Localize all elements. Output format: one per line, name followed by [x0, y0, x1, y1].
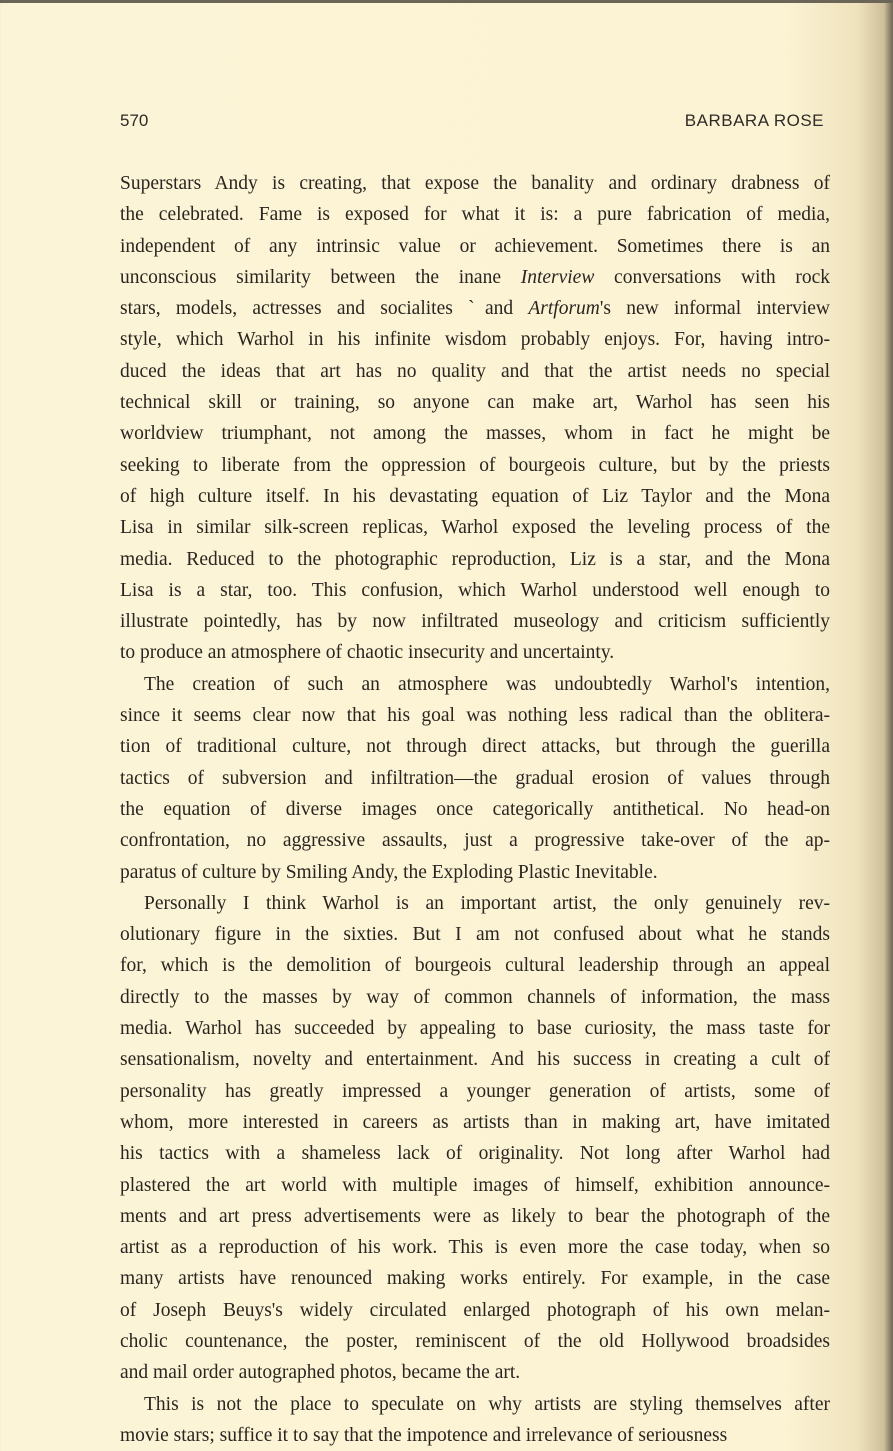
- text-line: This is not the place to speculate on why artists are styling themselves after: [144, 1393, 830, 1415]
- text-line: directly to the masses by way of common channels of information, the mass: [120, 986, 830, 1008]
- text-line: whom, more interested in careers as artists than in making art, have imitated: [120, 1111, 830, 1133]
- text-line: to produce an atmosphere of chaotic insecurity and uncertainty.: [120, 642, 615, 664]
- text-line: Superstars Andy is creating, that expose the banality and ordinary drabness of: [120, 173, 830, 194]
- text-line: since it seems clear now that his goal was nothing less radical than the oblitera-: [120, 705, 830, 727]
- text-line: for, which is the demolition of bourgeois cultural leadership through an appeal: [120, 955, 830, 977]
- text-line: plastered the art world with multiple images of himself, exhibition announce-: [120, 1174, 830, 1196]
- text-line: and mail order autographed photos, became the art.: [120, 1362, 521, 1384]
- text-line: media. Reduced to the photographic reproduction, Liz is a star, and the Mona: [120, 548, 830, 570]
- text-line: olutionary figure in the sixties. But I am not confused about what he stands: [120, 924, 830, 946]
- text-line: the equation of diverse images once categorically antithetical. No head-on: [120, 798, 830, 820]
- text-line: technical skill or training, so anyone can make art, Warhol has seen his: [120, 392, 830, 414]
- text-line: The creation of such an atmosphere was undoubtedly Warhol's intention,: [144, 673, 830, 695]
- text-line: independent of any intrinsic value or achievement. Sometimes there is an: [120, 235, 830, 257]
- text-line: ments and art press advertisements were as likely to bear the photograph of the: [120, 1205, 830, 1227]
- text-line: worldview triumphant, not among the masses, whom in fact he might be: [120, 423, 830, 445]
- paragraph: [120, 1389, 830, 1451]
- text-line: Lisa in similar silk-screen replicas, Warhol exposed the leveling process of the: [120, 517, 830, 539]
- page-top-edge: [0, 0, 893, 3]
- paragraph: [120, 669, 830, 888]
- paragraph: [120, 168, 830, 669]
- text-line: confrontation, no aggressive assaults, just a progressive take-over of the ap-: [120, 830, 830, 852]
- text-line: stars, models, actresses and socialites ˋand Artforum's new informal interview: [120, 298, 830, 320]
- body-text: [120, 168, 830, 1451]
- text-line: duced the ideas that art has no quality and that the artist needs no special: [120, 360, 830, 382]
- text-line: many artists have renounced making works entirely. For example, in the case: [120, 1268, 830, 1290]
- text-line: of high culture itself. In his devastating equation of Liz Taylor and the Mona: [120, 485, 830, 507]
- text-line: of Joseph Beuys's widely circulated enlarged photograph of his own melan-: [120, 1299, 830, 1321]
- text-line: media. Warhol has succeeded by appealing to base curiosity, the mass taste for: [120, 1018, 830, 1040]
- text-line: tion of traditional culture, not through direct attacks, but through the guerilla: [120, 736, 830, 758]
- text-line: the celebrated. Fame is exposed for what it is: a pure fabrication of media,: [120, 204, 830, 226]
- text-line: his tactics with a shameless lack of originality. Not long after Warhol had: [120, 1143, 830, 1165]
- text-line: tactics of subversion and infiltration—the gradual erosion of values through: [120, 767, 830, 789]
- text-line: movie stars; suffice it to say that the impotence and irrelevance of seriousness: [120, 1424, 728, 1446]
- text-line: Lisa is a star, too. This confusion, which Warhol understood well enough to: [120, 579, 830, 601]
- text-line: artist as a reproduction of his work. This is even more the case today, when so: [120, 1237, 830, 1259]
- running-head: BARBARA ROSE: [684, 111, 824, 130]
- text-line: unconscious similarity between the inane Interview conversations with rock: [120, 266, 830, 288]
- text-line: style, which Warhol in his infinite wisdom probably enjoys. For, having intro-: [120, 329, 830, 351]
- text-line: paratus of culture by Smiling Andy, the Exploding Plastic Inevitable.: [120, 861, 658, 883]
- text-line: sensationalism, novelty and entertainment. And his success in creating a cult of: [120, 1049, 830, 1071]
- text-line: personality has greatly impressed a younger generation of artists, some of: [120, 1080, 830, 1102]
- text-line: Personally I think Warhol is an important artist, the only genuinely rev-: [144, 892, 830, 914]
- page-number: 570: [120, 111, 149, 130]
- text-line: illustrate pointedly, has by now infiltrated museology and criticism sufficiently: [120, 611, 830, 633]
- text-line: cholic countenance, the poster, reminiscent of the old Hollywood broadsides: [120, 1330, 830, 1352]
- text-line: seeking to liberate from the oppression of bourgeois culture, but by the priests: [120, 454, 830, 476]
- paragraph: [120, 888, 830, 1389]
